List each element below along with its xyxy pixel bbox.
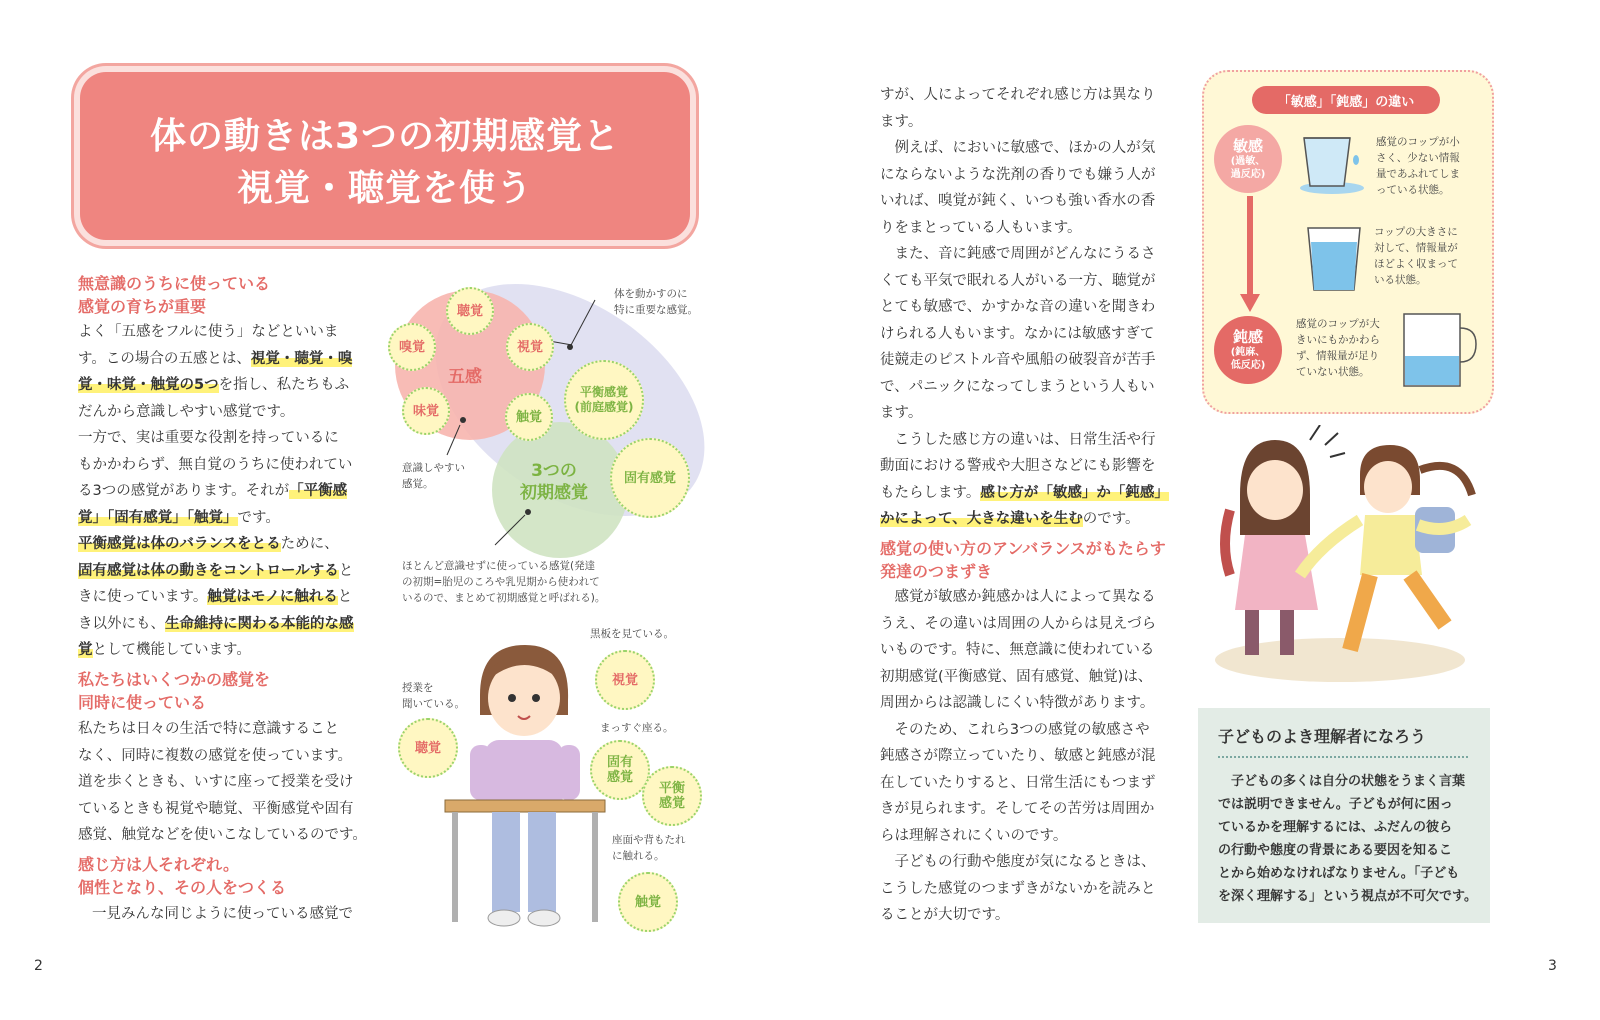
arrow-down-icon	[1240, 196, 1260, 314]
text-run: なく、同時に複数の感覚を使っています。	[78, 747, 353, 764]
note-line: いる状態。	[1374, 274, 1427, 286]
text-run: 徒競走のピストル音や風船の破裂音が苦手	[880, 352, 1156, 368]
text-run: すが、人によってそれぞれ感じ方は異なり	[880, 87, 1156, 103]
title-banner	[80, 72, 690, 240]
note-line: さく、少ない情報	[1376, 152, 1460, 164]
text-run: うえ、その違いは周囲の人からは見えづら	[880, 615, 1157, 632]
arm	[470, 745, 492, 800]
heading-line: 無意識のうちに使っている	[78, 274, 271, 293]
gokan-label: 五感	[448, 367, 482, 387]
text-run: で、パニックになってしまうという人もい	[880, 378, 1155, 395]
note-line: 対して、情報量が	[1374, 242, 1458, 254]
hearing-bubble	[446, 287, 494, 335]
text-run: では説明できません。子どもが何に困っ	[1218, 797, 1453, 812]
note-conscious	[402, 460, 465, 492]
note-line: 授業を	[402, 682, 434, 694]
heading-line: 感覚の使い方のアンバランスがもたらす	[880, 539, 1166, 558]
text-run: こうした感じ方の違いは、日常生活や行	[880, 431, 1156, 448]
leg	[1410, 575, 1445, 625]
note-blackboard: 黒板を見ている。	[590, 628, 674, 640]
note-line: 特に重要な感覚。	[614, 304, 698, 316]
badge-sub: (過敏、	[1230, 156, 1266, 167]
badge-sub: (鈍麻、	[1230, 347, 1266, 358]
text-line	[880, 241, 1180, 268]
leg	[528, 812, 556, 912]
page-number-right: 3	[1548, 958, 1557, 974]
leader-dot	[460, 417, 466, 423]
shirt	[1360, 515, 1422, 575]
bubble-label: 固有	[606, 755, 633, 770]
vision-bubble-2	[595, 650, 655, 710]
note-line: 座面や背もたれ	[612, 834, 686, 846]
text-line	[880, 876, 1182, 903]
text-run: と	[338, 562, 354, 579]
sensitive-description	[1376, 134, 1476, 198]
note-seat	[612, 832, 686, 864]
text-line	[1218, 793, 1480, 816]
heading-line: 私たちはいくつかの感覚を	[78, 670, 271, 689]
text-run: いものです。特に、無意識に使われている	[880, 642, 1155, 658]
touch-bubble	[505, 393, 553, 441]
note-line: ほどよく収まって	[1374, 258, 1458, 270]
text-line	[880, 611, 1182, 638]
highlighted-text: 覚	[78, 642, 93, 658]
text-run: 初期感覚(平衡感覚、固有感覚、触覚)は、	[880, 668, 1153, 685]
balance-bubble-2	[642, 766, 702, 826]
leader-dot	[525, 509, 531, 515]
text-line	[880, 480, 1180, 507]
arm	[558, 745, 580, 800]
text-run: 道を歩くときも、いすに座って授業を受け	[78, 774, 354, 790]
text-line	[78, 531, 378, 558]
left-heading-2	[78, 668, 378, 714]
text-line	[880, 717, 1182, 744]
eye	[532, 694, 540, 702]
text-run: す。この場合の五感とは、	[78, 350, 251, 367]
text-line	[880, 902, 1182, 929]
text-run: 周囲からは認識しにくい特徴があります。	[880, 695, 1155, 711]
text-run: 在していたりすると、日常生活にもつまず	[880, 774, 1156, 791]
bubble-label: 視覚	[516, 339, 543, 355]
text-run: とから始めなければなりません。「子ども	[1218, 866, 1460, 881]
bubble-label: 平衡	[658, 781, 685, 796]
text-run: だんから意識しやすい感覚です。	[78, 403, 295, 420]
highlighted-text: 触覚はモノに触れる	[207, 589, 338, 605]
note-line: 感覚。	[402, 478, 434, 490]
highlighted-text: 感じ方が「敏感」か「鈍感」	[980, 484, 1169, 501]
note-initial-senses	[402, 558, 642, 606]
text-run: ているかを理解するには、ふだんの彼ら	[1218, 820, 1453, 835]
text-line	[78, 452, 378, 479]
taste-bubble	[402, 387, 450, 435]
text-run: のです。	[1082, 511, 1140, 527]
desk-top	[445, 800, 605, 812]
text-line	[880, 347, 1180, 374]
text-run: くても平気で眠れる人がいる一方、聴覚が	[880, 272, 1156, 289]
text-line	[880, 823, 1182, 850]
text-run: いれば、嗅覚が鈍く、いつも強い香水の香	[880, 193, 1156, 209]
text-run: よく「五感をフルに使う」などといいま	[78, 324, 339, 340]
column-title: 子どものよき理解者になろう	[1218, 727, 1427, 746]
badge-sub: 低反応)	[1230, 360, 1266, 371]
note-line: に触れる。	[612, 850, 665, 862]
text-run: 鈍感さが際立っていたり、敏感と鈍感が混	[880, 748, 1156, 764]
column-text	[1218, 770, 1480, 908]
bubble-label: 感覚	[658, 796, 685, 811]
heading-line: 同時に使っている	[78, 693, 207, 712]
bubble-label: 触覚	[515, 409, 542, 425]
text-line	[78, 716, 382, 743]
bubble-label: 味覚	[412, 403, 439, 419]
text-run: ます。	[880, 405, 923, 421]
left-paragraph-2	[78, 716, 382, 849]
text-run: る3つの感覚があります。それが	[78, 483, 290, 499]
page-number-left: 2	[34, 958, 43, 974]
text-run: ために、	[280, 536, 339, 552]
text-run: こうした感覚のつまずきがないかを読みと	[880, 880, 1156, 897]
badge-label: 敏感	[1232, 137, 1263, 155]
note-line: 感覚のコップが大	[1296, 318, 1380, 330]
text-line	[78, 637, 378, 664]
shoe	[488, 910, 520, 926]
badge-label: 鈍感	[1232, 328, 1263, 346]
initial-senses-label	[520, 460, 588, 504]
text-run: りをまとっている人もいます。	[880, 219, 1082, 236]
text-run: として機能しています。	[92, 642, 251, 658]
text-line	[880, 770, 1182, 797]
note-line: ず、情報量が足り	[1296, 350, 1380, 362]
dull-badge	[1214, 316, 1282, 384]
text-run: 例えば、においに敏感で、ほかの人が気	[880, 140, 1156, 156]
text-line	[78, 425, 378, 452]
text-line	[1218, 816, 1480, 839]
text-line	[78, 611, 378, 638]
shoe	[528, 910, 560, 926]
text-line	[880, 215, 1180, 242]
text-line	[78, 796, 382, 823]
eye	[508, 694, 516, 702]
face-right-girl	[1364, 461, 1412, 513]
bubble-label: 固有感覚	[623, 470, 676, 486]
text-line	[880, 135, 1180, 162]
note-line: 聞いている。	[402, 698, 465, 710]
hearing-bubble-2	[398, 718, 458, 778]
highlighted-text: 生命維持に関わる本能的な感	[165, 615, 354, 632]
startle-lines	[1310, 425, 1345, 457]
heading-line: 感覚の育ちが重要	[78, 297, 207, 316]
text-run: 一方で、実は重要な役割を持っているに	[78, 430, 339, 446]
text-run: 子どもの行動や態度が気になるときは、	[880, 854, 1156, 870]
text-run: 感覚が敏感か鈍感かは人によって異なる	[880, 589, 1156, 605]
text-line	[78, 743, 382, 770]
text-run: と	[337, 589, 353, 605]
backpack-strap	[1225, 510, 1230, 575]
text-run: きに使っています。	[78, 589, 208, 605]
left-heading-1	[78, 272, 378, 318]
text-line	[1218, 770, 1480, 793]
text-line	[880, 321, 1180, 348]
text-run: とても敏感で、かすかな音の違いを聞きわ	[880, 299, 1156, 315]
column-divider	[1218, 756, 1468, 758]
text-line	[880, 506, 1180, 533]
text-run: もかかわらず、無自覚のうちに使われてい	[78, 456, 353, 473]
text-line	[880, 400, 1180, 427]
note-line: の初期=胎児のころや乳児期から使われて	[402, 576, 600, 588]
label-line: 初期感覚	[520, 483, 588, 503]
bubble-label: 聴覚	[456, 303, 483, 319]
text-line	[880, 796, 1182, 823]
text-line	[880, 690, 1182, 717]
ponytail	[1420, 466, 1472, 495]
text-run: 動面における警戒や大胆さなどにも影響を	[880, 458, 1156, 474]
text-line	[880, 849, 1182, 876]
text-line	[78, 558, 378, 585]
sensitive-badge	[1214, 125, 1282, 193]
text-line	[1218, 839, 1480, 862]
badge-sub: 過反応)	[1230, 169, 1266, 180]
text-run: また、音に鈍感で周囲がどんなにうるさ	[880, 246, 1156, 262]
heading-line: 感じ方は人それぞれ。	[78, 855, 239, 874]
fitting-cup-icon	[1306, 224, 1362, 294]
proprioception-bubble	[610, 438, 690, 518]
text-line	[1218, 885, 1480, 908]
text-run: ているときも視覚や聴覚、平衡感覚や固有	[78, 800, 354, 817]
text-line	[1218, 862, 1480, 885]
leg	[1280, 610, 1294, 655]
small-overflowing-cup-icon	[1298, 130, 1368, 196]
text-line	[78, 346, 378, 373]
highlighted-text: 覚・味覚・触覚の5つ	[78, 377, 219, 393]
text-line	[78, 822, 382, 849]
note-listening	[402, 680, 465, 712]
bubble-label: (前庭感覚)	[574, 400, 634, 414]
text-run: の行動や態度の背景にある要因を知るこ	[1218, 843, 1453, 858]
text-run: けられる人もいます。なかには敏感すぎて	[880, 325, 1155, 342]
middle-paragraph-2	[880, 584, 1182, 929]
highlighted-text: 「平衡感	[289, 483, 348, 499]
heading-line: 発達のつまずき	[880, 562, 993, 581]
box-title: 「敏感」「鈍感」の違い	[1252, 86, 1440, 114]
text-run: ます。	[880, 113, 923, 130]
text-run: 子どもの多くは自分の状態をうまく言葉	[1218, 774, 1466, 789]
note-line: 体を動かすのに	[614, 288, 688, 300]
text-line	[78, 584, 378, 611]
label-line: 3つの	[531, 461, 577, 481]
note-line: ていない状態。	[1296, 366, 1370, 378]
bubble-label: 平衡感覚	[579, 385, 628, 399]
text-line	[880, 584, 1182, 611]
heading-line: 個性となり、その人をつくる	[78, 878, 287, 897]
face-left-girl	[1247, 460, 1303, 520]
text-run: 感覚、触覚などを使いこなしているのです。	[78, 827, 367, 843]
leg	[492, 812, 520, 912]
bubble-label: 嗅覚	[398, 339, 425, 355]
note-line: きいにもかかわら	[1296, 334, 1380, 346]
text-run: そのため、これら3つの感覚の敏感さや	[880, 721, 1150, 738]
text-line	[880, 268, 1180, 295]
left-paragraph-1	[78, 319, 378, 664]
highlighted-text: 平衡感覚は体のバランスをとる	[78, 536, 281, 552]
text-run: を深く理解する」という視点が不可欠です。	[1218, 889, 1477, 904]
text-line	[880, 374, 1180, 401]
text-line	[78, 769, 382, 796]
highlighted-text: かによって、大きな違いを生む	[880, 511, 1083, 527]
desk-leg	[592, 812, 598, 922]
highlighted-text: 覚」「固有感覚」「触覚」	[78, 509, 238, 526]
balance-bubble	[564, 360, 644, 440]
text-line	[880, 453, 1180, 480]
fitting-description	[1374, 224, 1474, 288]
left-heading-3	[78, 853, 378, 899]
note-line: っている状態。	[1376, 184, 1450, 196]
text-line	[880, 743, 1182, 770]
desk-leg	[452, 812, 458, 922]
text-line	[880, 82, 1180, 109]
text-line	[78, 372, 378, 399]
text-line	[880, 637, 1182, 664]
text-line	[78, 399, 378, 426]
text-run: を指し、私たちもふ	[218, 377, 350, 393]
large-cup-icon	[1402, 310, 1478, 388]
startled-children-illustration	[1210, 425, 1480, 685]
text-run: もたらします。	[880, 484, 981, 501]
text-run: らは理解されにくいのです。	[880, 827, 1068, 844]
note-line: コップの大きさに	[1374, 226, 1458, 238]
left-paragraph-3: 一見みんな同じように使っている感覚で	[92, 906, 353, 922]
text-run: き以外にも、	[78, 615, 165, 632]
text-run: 私たちは日々の生活で特に意識すること	[78, 721, 339, 737]
title-line-2: 視覚・聴覚を使う	[236, 168, 533, 209]
text-line	[880, 664, 1182, 691]
girl-at-desk-illustration	[440, 640, 620, 930]
title-line-1: 体の動きは3つの初期感覚と	[149, 116, 621, 157]
note-line: 量であふれてしま	[1376, 168, 1460, 180]
vision-bubble	[506, 323, 554, 371]
text-line	[880, 162, 1180, 189]
note-important	[614, 286, 698, 318]
note-sitting: まっすぐ座る。	[600, 722, 674, 734]
text-line	[880, 109, 1180, 136]
highlighted-text: 視覚・聴覚・嗅	[250, 350, 353, 367]
proprioception-bubble-2	[590, 740, 650, 800]
text-run: きが見られます。そしてその苦労は周囲か	[880, 801, 1155, 817]
text-line	[880, 294, 1180, 321]
text-line	[78, 478, 378, 505]
text-run: ることが大切です。	[880, 907, 1010, 923]
smell-bubble	[388, 323, 436, 371]
note-line: いるので、まとめて初期感覚と呼ばれる)。	[402, 592, 606, 604]
bubble-label: 視覚	[611, 672, 638, 688]
bubble-label: 聴覚	[414, 740, 441, 756]
note-line: 感覚のコップが小	[1376, 136, 1460, 148]
middle-paragraph-1	[880, 82, 1180, 533]
touch-bubble-2	[618, 872, 678, 932]
bubble-label: 感覚	[606, 770, 633, 785]
dull-description	[1296, 316, 1396, 380]
text-line	[880, 188, 1180, 215]
note-line: 意識しやすい	[402, 462, 465, 474]
text-line	[880, 427, 1180, 454]
text-run: です。	[237, 509, 280, 526]
leg	[1245, 610, 1259, 655]
text-line	[78, 319, 378, 346]
text-run: にならないような洗剤の香りでも嫌う人が	[880, 166, 1156, 183]
text-line	[78, 505, 378, 532]
middle-heading	[880, 537, 1180, 583]
highlighted-text: 固有感覚は体の動きをコントロールする	[78, 562, 339, 579]
bubble-label: 触覚	[634, 894, 661, 910]
note-line: ほとんど意識せずに使っている感覚(発達	[402, 560, 596, 572]
